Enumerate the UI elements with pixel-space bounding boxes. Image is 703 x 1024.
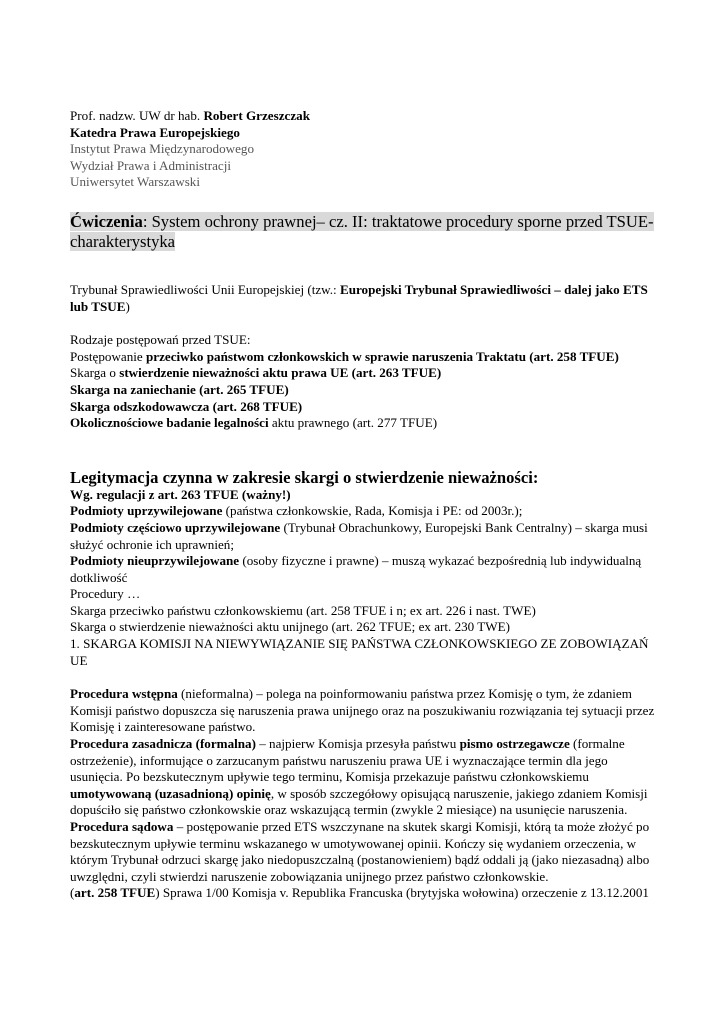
document-page	[70, 108, 655, 902]
regulation-line: Wg. regulacji z art. 263 TFUE (ważny!)	[70, 486, 291, 502]
stage-text: (formalne ostrzeżenie), informujące o zarzucanym państwu naruszeniu prawa UE i wyznaczające termin dla jego usunięcia. Po bezskutecznym upływie tego terminu, Komisja przekazuje państwu członkowskiemu	[70, 736, 625, 785]
court-paragraph	[70, 282, 655, 315]
list-item: Skarga na zaniechanie (art. 265 TFUE)	[70, 381, 289, 397]
list-item: Skarga o stwierdzenie nieważności aktu unijnego (art. 262 TFUE; ex art. 230 TWE)	[70, 619, 510, 635]
stage-label: Procedura zasadnicza (formalna)	[70, 736, 256, 752]
university-name: Uniwersytet Warszawski	[70, 174, 200, 190]
title-rest-line1: : System ochrony prawnej– cz. II: traktatowe procedury sporne przed TSUE-	[142, 211, 654, 231]
procedures-label: Procedury …	[70, 586, 141, 602]
court-text-2: Europejski Trybunał Sprawiedliwości – dalej jako ETS lub TSUE	[70, 281, 648, 314]
procedure-block	[70, 686, 655, 902]
list-item	[70, 553, 655, 586]
faculty-name: Wydział Prawa i Administracji	[70, 157, 232, 173]
item-bold: Podmioty nieuprzywilejowane	[70, 553, 240, 569]
stage-text: (nieformalna) – polega na poinformowaniu państwa przez Komisję o tym, że zdaniem Komisji państwo dopuszcza się naruszenia prawa unijnego oraz na poszukiwaniu rozwiązania tej sytuacji przez Komisję i zainteresowane państwo.	[70, 686, 655, 735]
list-item: Skarga odszkodowawcza (art. 268 TFUE)	[70, 398, 303, 414]
author-name: Robert Grzeszczak	[203, 108, 310, 123]
list-item	[70, 365, 655, 382]
stage-label: Procedura wstępna	[70, 686, 178, 702]
item-text: (osoby fizyczne i prawne) – muszą wykazać bezpośrednią lub indywidualną dotkliwość	[70, 553, 642, 585]
case-text: ) Sprawa 1/00 Komisja v. Republika Francuska (brytyjska wołowina) orzeczenie z 13.12.2001	[155, 885, 649, 901]
stage-text: , w sposób szczegółowy opisującą naruszenie, jakiego zdaniem Komisji dopuściło się państwo członkowskie oraz wskazującą termin (zwykle 2 miesiące) na usunięcie naruszenia.	[70, 785, 648, 818]
author-prefix: Prof. nadzw. UW dr hab.	[70, 108, 204, 123]
institute-name: Instytut Prawa Międzynarodowego	[70, 141, 254, 157]
stage-label: Procedura sądowa	[70, 819, 174, 834]
stage-bold: umotywowaną (uzasadnioną) opinię	[70, 785, 271, 801]
chair-name: Katedra Prawa Europejskiego	[70, 124, 240, 140]
proceedings-intro: Rodzaje postępowań przed TSUE:	[70, 332, 251, 348]
court-text-1: Trybunał Sprawiedliwości Unii Europejskiej (tzw.:	[70, 281, 340, 297]
item-bold: przeciwko państwom członkowskich w sprawie naruszenia Traktatu (art. 258 TFUE)	[146, 348, 619, 364]
author-block	[70, 108, 655, 191]
item-bold: Podmioty uprzywilejowane	[70, 503, 223, 519]
list-item	[70, 349, 655, 366]
proceedings-list	[70, 332, 655, 432]
case-text: (	[70, 885, 75, 901]
item-text: aktu prawnego (art. 277 TFUE)	[268, 415, 438, 431]
item-text: (państwa członkowskie, Rada, Komisja i PE: od 2003r.);	[222, 503, 523, 519]
list-item	[70, 415, 655, 432]
case-article: art. 258 TFUE	[74, 885, 156, 901]
title-rest-line2: charakterystyka	[70, 231, 176, 251]
case-reference	[70, 885, 655, 902]
page-title	[70, 212, 655, 252]
list-item	[70, 520, 655, 553]
court-text-3: )	[125, 298, 130, 314]
stage-bold: pismo ostrzegawcze	[459, 736, 570, 752]
procedure-stage-1	[70, 686, 655, 736]
section-heading: 1. SKARGA KOMISJI NA NIEWYWIĄZANIE SIĘ PAŃSTWA CZŁONKOWSKIEGO ZE ZOBOWIĄZAŃ UE	[70, 636, 649, 668]
stage-text: – najpierw Komisja przesyła państwu	[255, 736, 460, 752]
item-bold: Podmioty częściowo uprzywilejowane	[70, 519, 281, 535]
item-text: (Trybunał Obrachunkowy, Europejski Bank Centralny) – skarga musi służyć ochronie ich uprawnień;	[70, 519, 648, 552]
list-item	[70, 503, 655, 520]
item-text: Postępowanie	[70, 348, 147, 364]
standing-block	[70, 487, 655, 670]
procedure-stage-2	[70, 736, 655, 819]
item-bold: stwierdzenie nieważności aktu prawa UE (art. 263 TFUE)	[119, 365, 442, 381]
standing-heading: Legitymacja czynna w zakresie skargi o stwierdzenie nieważności:	[70, 467, 539, 487]
item-bold: Okolicznościowe badanie legalności	[70, 415, 269, 431]
author-line	[70, 108, 655, 125]
procedure-stage-3	[70, 819, 655, 885]
item-text: Skarga o	[70, 365, 120, 381]
stage-text: – postępowanie przed ETS wszczynane na skutek skargi Komisji, którą ta może złożyć po bezskutecznym upływie terminu wskazanego w umotywowanej opinii. Kończy się wydaniem orzeczenia, w którym Trybunał odrzuci skargę jako niedopuszczalną (postanowieniem) bądź oddali ją (jako niezasadną) albo uwzględni, czyli stwierdzi naruszenie zobowiązania unijnego przez państwo członkowskie.	[70, 819, 650, 884]
title-lead: Ćwiczenia	[70, 211, 143, 231]
list-item: Skarga przeciwko państwu członkowskiemu (art. 258 TFUE i n; ex art. 226 i nast. TWE)	[70, 602, 536, 618]
